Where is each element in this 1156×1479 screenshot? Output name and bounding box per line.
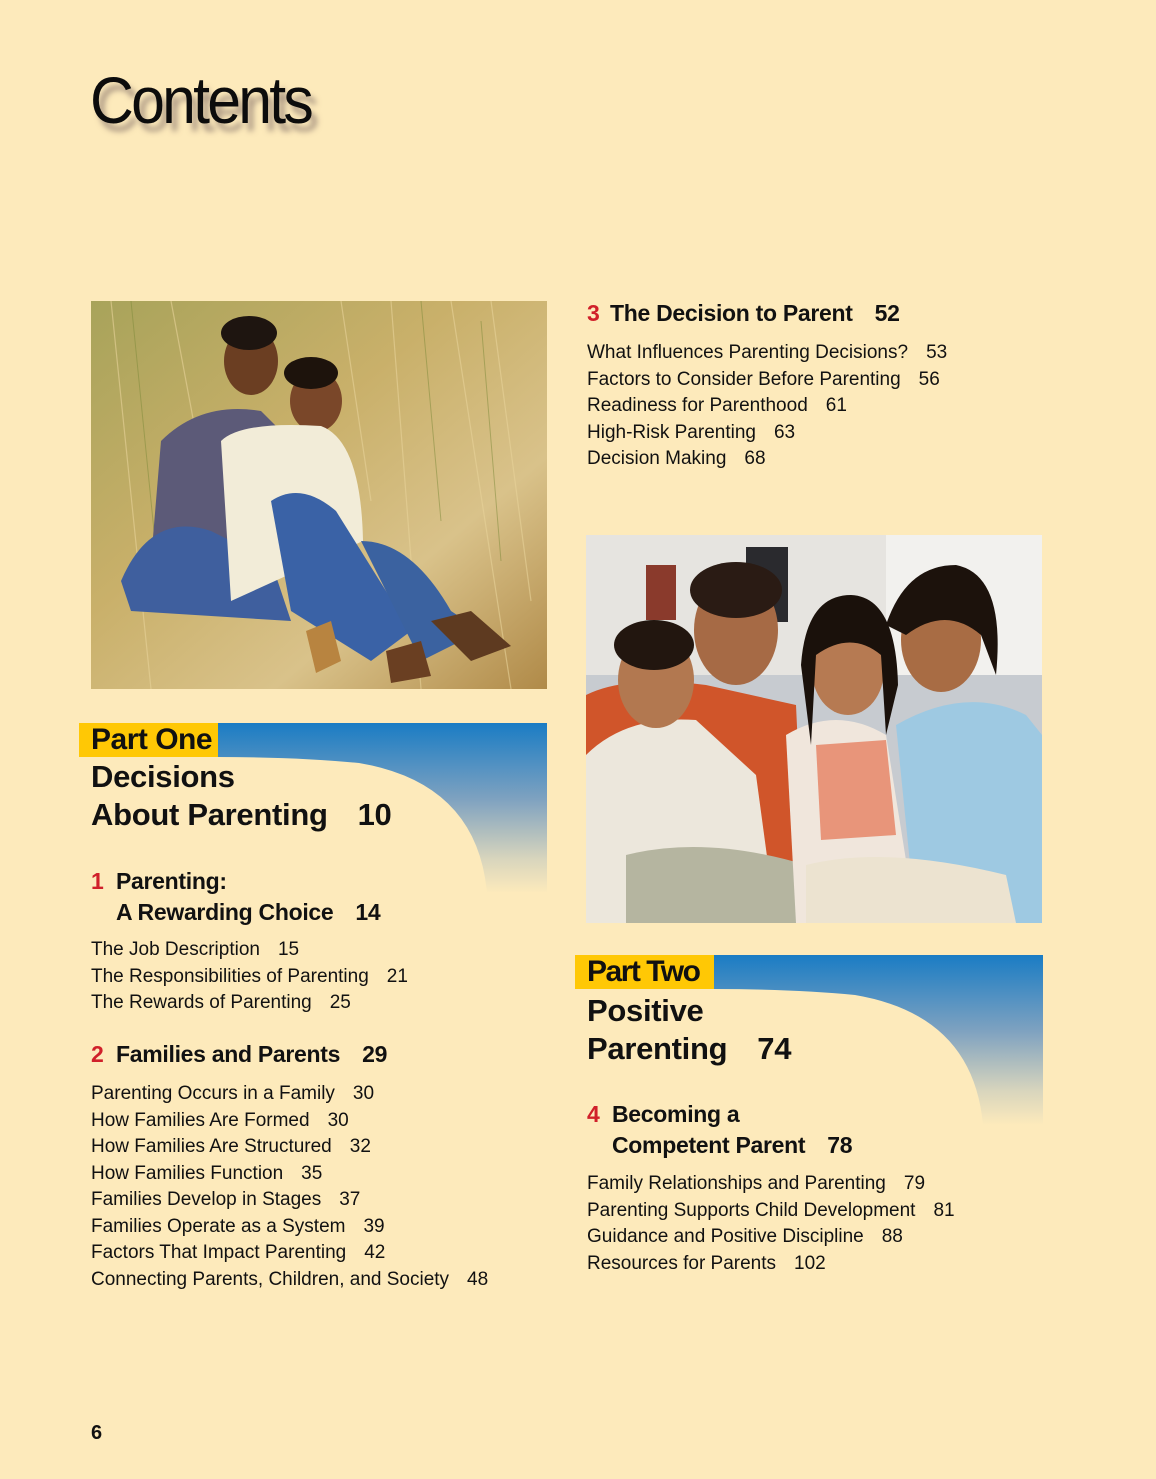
- toc-entry-title: How Families Are Structured: [91, 1136, 332, 1157]
- chapter-page: 78: [827, 1132, 853, 1158]
- toc-entry[interactable]: [91, 1081, 488, 1108]
- toc-entry[interactable]: [587, 340, 947, 367]
- toc-entry-page: 30: [327, 1109, 349, 1131]
- chapter-4-sections: [587, 1171, 955, 1277]
- toc-entry[interactable]: [91, 1134, 488, 1161]
- part-two-page: 74: [757, 1031, 792, 1066]
- part-two-label: Part Two: [575, 955, 714, 989]
- toc-entry[interactable]: [587, 420, 947, 447]
- chapter-page: 52: [874, 300, 900, 326]
- part-one-title[interactable]: [91, 758, 392, 834]
- part-two-title-line2: Parenting: [587, 1031, 728, 1066]
- toc-entry-title: Guidance and Positive Discipline: [587, 1226, 864, 1247]
- toc-entry-title: The Job Description: [91, 939, 260, 960]
- chapter-number: 2: [91, 1041, 104, 1067]
- toc-entry-page: 53: [926, 342, 948, 363]
- chapter-title-line1: The Decision to Parent: [610, 300, 853, 326]
- toc-entry-page: 42: [364, 1242, 386, 1263]
- chapter-page: 14: [355, 899, 381, 925]
- toc-entry-page: 15: [277, 939, 300, 960]
- toc-entry[interactable]: [587, 367, 947, 394]
- toc-entry-page: 81: [933, 1199, 955, 1221]
- chapter-4-heading[interactable]: [587, 1099, 852, 1161]
- toc-entry-page: 39: [363, 1215, 385, 1237]
- toc-entry[interactable]: [587, 1198, 955, 1225]
- chapter-title-line1: Families and Parents: [116, 1041, 341, 1067]
- toc-entry[interactable]: [587, 393, 947, 420]
- chapter-title-line1: Parenting:: [116, 868, 227, 894]
- chapter-number: 1: [91, 868, 104, 894]
- toc-entry[interactable]: [587, 1224, 955, 1251]
- toc-entry-title: How Families Function: [91, 1162, 284, 1184]
- toc-entry-title: Family Relationships and Parenting: [587, 1173, 886, 1194]
- toc-entry-title: Parenting Occurs in a Family: [91, 1083, 335, 1104]
- toc-entry-title: Connecting Parents, Children, and Society: [91, 1268, 450, 1290]
- toc-entry[interactable]: [91, 1161, 488, 1188]
- toc-entry-page: 48: [467, 1268, 489, 1290]
- chapter-2-heading[interactable]: [91, 1039, 387, 1070]
- toc-entry[interactable]: [91, 937, 408, 964]
- family-photo: [586, 535, 1042, 923]
- toc-entry-title: What Influences Parenting Decisions?: [587, 342, 909, 363]
- toc-entry-title: Families Develop in Stages: [91, 1189, 322, 1210]
- part-one-label: Part One: [79, 723, 218, 757]
- toc-entry-title: Factors That Impact Parenting: [91, 1242, 347, 1263]
- chapter-page: 29: [362, 1041, 388, 1067]
- toc-entry-title: Resources for Parents: [587, 1252, 777, 1274]
- chapter-number: 4: [587, 1101, 600, 1127]
- chapter-2-sections: [91, 1081, 488, 1293]
- chapter-title-line2: Competent Parent: [612, 1132, 806, 1158]
- part-two-title-line1: Positive: [587, 993, 704, 1028]
- toc-entry-title: Factors to Consider Before Parenting: [587, 368, 901, 390]
- toc-entry[interactable]: [91, 964, 408, 991]
- part-one-title-line2: About Parenting: [91, 797, 328, 832]
- toc-entry-page: 79: [903, 1173, 926, 1194]
- toc-entry[interactable]: [91, 1108, 488, 1135]
- toc-entry[interactable]: [587, 446, 947, 473]
- chapter-title-line1: Becoming a: [612, 1101, 740, 1127]
- toc-entry-title: High-Risk Parenting: [587, 421, 756, 443]
- toc-entry-page: 21: [386, 965, 408, 987]
- toc-entry-title: The Responsibilities of Parenting: [91, 965, 369, 987]
- toc-entry[interactable]: [91, 1240, 488, 1267]
- chapter-number: 3: [587, 300, 600, 326]
- page-number: 6: [91, 1422, 103, 1444]
- toc-entry[interactable]: [587, 1171, 955, 1198]
- chapter-3-sections: [587, 340, 947, 473]
- couple-photo: [91, 301, 547, 689]
- toc-entry-page: 102: [794, 1252, 826, 1274]
- toc-entry-title: Parenting Supports Child Development: [587, 1199, 916, 1221]
- toc-entry-page: 61: [825, 395, 847, 416]
- toc-entry-page: 56: [918, 368, 940, 390]
- chapter-1-heading[interactable]: [91, 866, 380, 928]
- chapter-title-line2: A Rewarding Choice: [116, 899, 334, 925]
- part-two-title[interactable]: [587, 992, 791, 1068]
- toc-entry[interactable]: [91, 1187, 488, 1214]
- toc-entry-title: Readiness for Parenthood: [587, 395, 808, 416]
- toc-entry-page: 32: [349, 1136, 371, 1157]
- toc-entry[interactable]: [91, 1267, 488, 1294]
- toc-entry-page: 37: [339, 1189, 361, 1210]
- toc-entry-page: 63: [773, 421, 796, 443]
- toc-entry-page: 88: [881, 1226, 903, 1247]
- toc-entry-page: 25: [329, 992, 351, 1013]
- chapter-1-sections: [91, 937, 408, 1017]
- toc-entry-page: 68: [744, 448, 766, 469]
- toc-entry[interactable]: [91, 990, 408, 1017]
- toc-entry[interactable]: [91, 1214, 488, 1241]
- toc-entry-title: The Rewards of Parenting: [91, 992, 312, 1013]
- toc-entry-page: 35: [301, 1162, 323, 1184]
- part-one-title-line1: Decisions: [91, 759, 235, 794]
- toc-entry-page: 30: [352, 1083, 375, 1104]
- toc-entry[interactable]: [587, 1251, 955, 1278]
- chapter-3-heading[interactable]: [587, 298, 900, 329]
- toc-entry-title: Families Operate as a System: [91, 1215, 346, 1237]
- toc-entry-title: How Families Are Formed: [91, 1109, 310, 1131]
- toc-entry-title: Decision Making: [587, 448, 727, 469]
- page-title: Contents: [90, 63, 311, 137]
- part-one-page: 10: [357, 797, 392, 832]
